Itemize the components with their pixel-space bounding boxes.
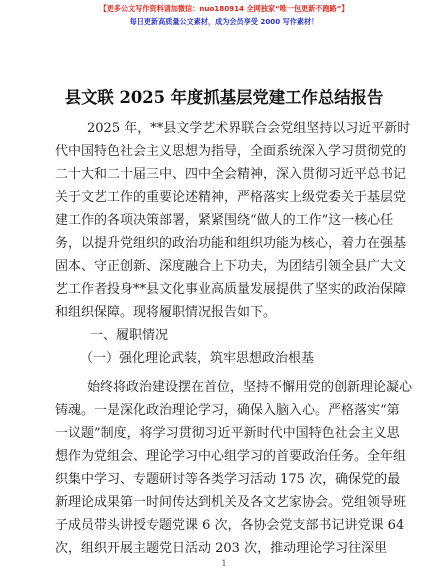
paragraph-line: 2025 年，**县文学艺术界联合会党组坚持以习近平新时	[87, 121, 411, 136]
paragraph-line: 织集中学习、专题研讨等各类学习活动 175 次，确保党的最	[55, 472, 401, 487]
page-number: 1	[221, 559, 227, 568]
paragraph-line: 艺工作者投身**县文化事业高质量发展提供了坚实的政治保障	[55, 282, 407, 297]
paragraph-line: 始终将政治建设摆在首位，坚持不懈用党的创新理论凝心	[87, 380, 413, 395]
paragraph-line: 想作为党组会、理论学习中心组学习的首要政治任务。全年组	[55, 449, 407, 464]
section-heading: 一、履职情况	[90, 328, 169, 343]
promo-banner-line-2: 每日更新高质量公文素材，成为会员享受 2000 写作素材！	[129, 17, 319, 26]
paragraph-line: 代中国特色社会主义思想为指导，全面系统深入学习贯彻党的	[55, 144, 407, 159]
subsection-heading: （一）强化理论武装，筑牢思想政治根基	[80, 351, 315, 366]
paragraph-line: 铸魂。一是深化政治理论学习，确保入脑入心。严格落实“第	[55, 403, 400, 418]
paragraph-line: 固本、守正创新、深度融合上下功夫，为团结引领全县广大文	[55, 259, 407, 274]
promo-banner-line-1: 【更多公文写作资料请加微信：nuo180914 全网独家“唯一包更新不跑路”】	[99, 4, 349, 13]
document-title: 县文联 2025 年度抓基层党建工作总结报告	[64, 88, 384, 107]
paragraph-line: 一议题”制度，将学习贯彻习近平新时代中国特色社会主义思	[55, 426, 400, 441]
paragraph-line: 和组织保障。现将履职情况报告如下。	[55, 305, 277, 320]
paragraph-line: 建工作的各项决策部署，紧紧围绕“做人的工作”这一核心任	[55, 213, 394, 228]
paragraph-line: 务，以提升党组织的政治功能和组织功能为核心，着力在强基	[55, 236, 407, 251]
paragraph-line: 关于文艺工作的重要论述精神，严格落实上级党委关于基层党	[55, 190, 407, 205]
paragraph-line: 子成员带头讲授专题党课 6 次，各协会党支部书记讲党课 64	[55, 518, 405, 533]
paragraph-line: 新理论成果第一时间传达到机关及各文艺家协会。党组领导班	[55, 495, 407, 510]
paragraph-line: 次，组织开展主题党日活动 203 次，推动理论学习往深里	[55, 541, 388, 556]
paragraph-line: 二十大和二十届三中、四中全会精神，深入贯彻习近平总书记	[55, 167, 407, 182]
